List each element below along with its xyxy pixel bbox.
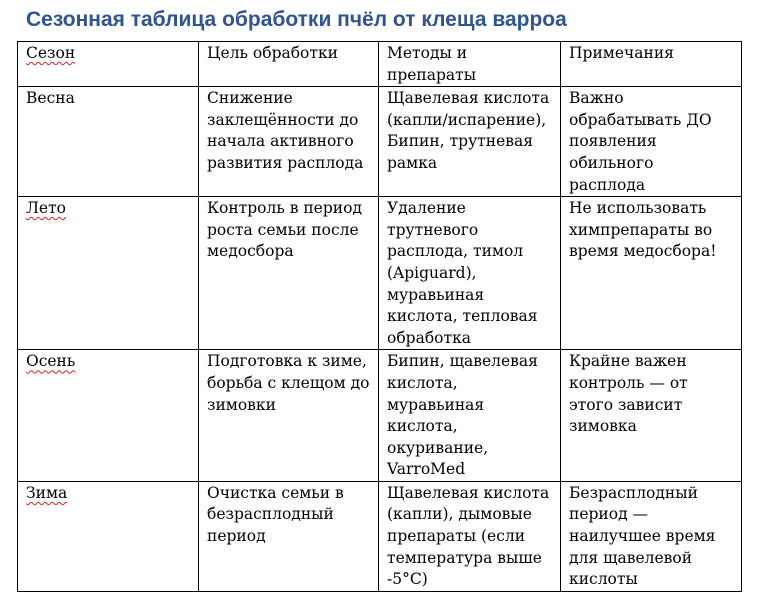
table-row bbox=[18, 350, 742, 482]
goal-cell: Очистка семьи в безрасплодный период bbox=[199, 481, 379, 591]
table-row bbox=[18, 197, 742, 350]
table-row bbox=[18, 481, 742, 591]
notes-cell: Безрасплодный период — наилучшее время для щавелевой кислоты bbox=[561, 481, 742, 591]
table-row bbox=[18, 87, 742, 197]
notes-cell: Крайне важен контроль — от этого зависит зимовка bbox=[561, 350, 742, 482]
page-title: Сезонная таблица обработки пчёл от клеща варроа bbox=[26, 8, 567, 31]
header-cell-notes: Примечания bbox=[561, 42, 742, 87]
treatment-table bbox=[17, 41, 742, 592]
methods-cell: Бипин, щавелевая кислота, муравьиная кислота, окуривание, VarroMed bbox=[379, 350, 561, 482]
goal-cell: Контроль в период роста семьи после медосбора bbox=[199, 197, 379, 350]
header-cell-goal: Цель обработки bbox=[199, 42, 379, 87]
season-cell: Зима bbox=[18, 481, 199, 591]
season-cell: Весна bbox=[18, 87, 199, 197]
methods-cell: Щавелевая кислота (капли), дымовые препараты (если температура выше -5°C) bbox=[379, 481, 561, 591]
goal-cell: Снижение заклещённости до начала активного развития расплода bbox=[199, 87, 379, 197]
goal-cell: Подготовка к зиме, борьба с клещом до зимовки bbox=[199, 350, 379, 482]
table-header-row bbox=[18, 42, 742, 87]
season-cell: Лето bbox=[18, 197, 199, 350]
season-cell: Осень bbox=[18, 350, 199, 482]
methods-cell: Удаление трутневого расплода, тимол (Apiguard), муравьиная кислота, тепловая обработка bbox=[379, 197, 561, 350]
notes-cell: Не использовать химпрепараты во время медосбора! bbox=[561, 197, 742, 350]
methods-cell: Щавелевая кислота (капли/испарение), Бипин, трутневая рамка bbox=[379, 87, 561, 197]
header-cell-methods: Методы и препараты bbox=[379, 42, 561, 87]
notes-cell: Важно обрабатывать ДО появления обильного расплода bbox=[561, 87, 742, 197]
header-cell-season: Сезон bbox=[18, 42, 199, 87]
